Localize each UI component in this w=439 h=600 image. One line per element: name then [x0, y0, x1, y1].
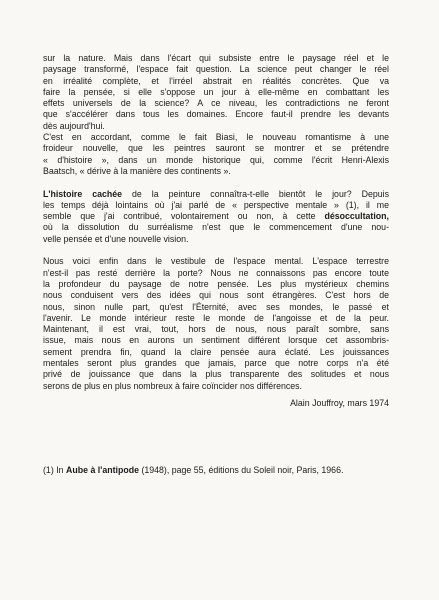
- text-line: froideur nouvelle, que les peintres sauront se montrer et se prétendre: [43, 143, 389, 154]
- text-line: dès aujourd'hui.: [43, 120, 105, 131]
- footnote-title: Aube à l'antipode: [66, 465, 139, 475]
- text-line: que s'accélérer dans tous les domaines. Encore faut-il prendre les devants: [43, 109, 389, 120]
- text-line: C'est en accordant, comme le fait Biasi, le nouveau romantisme à une: [43, 132, 389, 143]
- text-line: paysage transformé, l'espace fait question. La science peut changer le réel: [43, 64, 389, 75]
- text-line: faire la pensée, si elle s'oppose un jour à elle-même en combattant les: [43, 86, 389, 97]
- text-line: Nous voici enfin dans le vestibule de l'espace mental. L'espace terrestre: [43, 256, 389, 267]
- text-fragment: de la: [132, 188, 159, 199]
- text-line: où la dissolution du surréalisme n'est que le commencement d'une nou-: [43, 222, 389, 233]
- footnote-prefix: In: [56, 465, 64, 475]
- text-line: velle pensée et d'une nouvelle vision.: [43, 233, 189, 244]
- text-line: sement prendra fin, quand la claire pensée aura éclaté. Les jouissances: [43, 346, 389, 357]
- text-line: mentales seront plus grandes que jamais, parce que notre corps n'a été: [43, 358, 389, 369]
- signature: Alain Jouffroy, mars 1974: [290, 397, 389, 408]
- text-line: issue, mais nous en aurons un sentiment différent lorsque cet assombris-: [43, 335, 389, 346]
- text-line: les temps déjà lointains où j'ai parlé de « perspective mentale » (1), il me: [43, 199, 389, 210]
- text-line: « d'histoire », dans un monde historique qui, comme l'écrit Henri-Alexis: [43, 154, 389, 165]
- text-line: sur la nature. Mais dans l'écart qui subsiste entre le paysage réel et le: [43, 53, 389, 63]
- bold-word: désoccultation,: [324, 211, 389, 222]
- text-line: serons de plus en plus nombreux à faire coïncider nos différences.: [43, 380, 303, 391]
- text-line: nous, sinon nulle part, qu'est l'Éternité, avec ses mondes, le passé et: [43, 301, 389, 312]
- paragraph-1: [43, 53, 389, 132]
- text-line: en irréalité complète, et l'irréel abstrait en réalités concrètes. Que va: [43, 75, 389, 86]
- text-line: l'avenir. Le monde intérieur reste le monde de l'angoisse et de la peur.: [43, 312, 389, 323]
- paragraph-4: [43, 256, 389, 392]
- paragraph-2: [43, 132, 389, 177]
- text-line: nous conduisent vers des idées qui nous sont étrangères. C'est hors de: [43, 290, 389, 301]
- text-line: [43, 211, 389, 222]
- text-line: Baatsch, « dérive à la manière des continents ».: [43, 165, 231, 176]
- text-line: privé de jouissance que dans la plus transparente des solitudes et nous: [43, 369, 389, 380]
- text-line: [43, 189, 389, 200]
- footnote-text: (1948), page 55, éditions du Soleil noir, Paris, 1966.: [141, 465, 344, 475]
- text-line: Maintenant, il est vrai, tout, hors de nous, nous paraît sombre, sans: [43, 324, 389, 335]
- bold-phrase: L'histoire cachée: [43, 188, 123, 199]
- text-line: la profondeur du paysage de notre pensée. Les plus mystérieux chemins: [43, 278, 389, 289]
- body-text: [43, 53, 389, 409]
- paragraph-3: [43, 189, 389, 245]
- text-fragment: peinture connaîtra-t-elle bientôt le jour? Depuis: [168, 188, 390, 199]
- text-line: n'est-il pas resté derrière la porte? Nous ne connaissons pas encore toute: [43, 267, 389, 278]
- footnote: [43, 465, 389, 476]
- text-fragment: semble que j'ai contribué, volontairement ou non, à cette: [43, 211, 316, 222]
- footnote-marker: (1): [43, 465, 54, 475]
- text-line: effets universels de la science? A ce niveau, les contradictions ne feront: [43, 98, 389, 109]
